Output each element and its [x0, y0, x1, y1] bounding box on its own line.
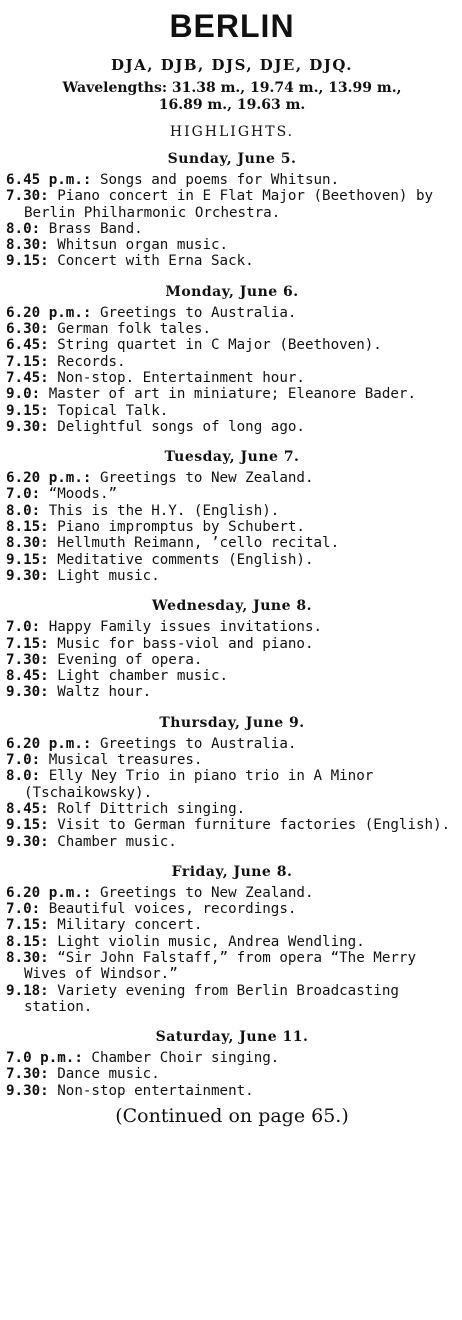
program-description: Elly Ney Trio in piano trio in A Minor (Tschaikowsky). — [24, 768, 374, 801]
program-time: 9.30: — [6, 418, 49, 435]
day-heading: Monday, June 6. — [165, 283, 299, 300]
program-entry — [6, 684, 458, 700]
program-description: Whitsun organ music. — [48, 237, 229, 254]
program-time: 7.45: — [6, 369, 49, 386]
day-section — [6, 449, 458, 584]
program-entry — [6, 188, 458, 221]
program-description: Chamber music. — [48, 833, 177, 850]
program-entry — [6, 419, 458, 435]
program-description: Topical Talk. — [48, 402, 169, 419]
program-time: 7.0: — [6, 619, 41, 636]
program-entry — [6, 172, 458, 188]
day-heading: Thursday, June 9. — [159, 714, 305, 731]
day-heading: Friday, June 8. — [171, 863, 293, 880]
program-entry — [6, 486, 458, 502]
program-time: 7.0: — [6, 901, 41, 918]
program-description: Master of art in miniature; Eleanore Bader. — [40, 386, 417, 403]
program-entry — [6, 321, 458, 337]
program-time: 7.15: — [6, 635, 49, 652]
day-heading: Sunday, June 5. — [167, 151, 297, 167]
program-description: Evening of opera. — [48, 651, 203, 668]
program-entry — [6, 885, 458, 901]
wavelengths-line-2: 16.89 m., 19.63 m. — [158, 97, 306, 113]
program-description: Rolf Dittrich singing. — [48, 800, 246, 817]
program-time: 7.15: — [6, 917, 49, 934]
program-time: 8.0: — [6, 220, 41, 237]
program-time: 9.15: — [6, 817, 49, 834]
program-entry — [6, 337, 458, 353]
program-time: 7.30: — [6, 188, 49, 205]
program-time: 6.30: — [6, 321, 49, 338]
program-entry — [6, 552, 458, 568]
program-entry — [6, 519, 458, 535]
program-entry — [6, 403, 458, 419]
station-call-signs: DJA, DJB, DJS, DJE, DJQ. — [111, 56, 353, 74]
program-description: Greetings to Australia. — [91, 735, 297, 752]
program-time: 8.15: — [6, 519, 49, 536]
program-entry — [6, 636, 458, 652]
program-description: Delightful songs of long ago. — [48, 418, 305, 435]
program-description: Light music. — [48, 567, 160, 584]
program-entry — [6, 370, 458, 386]
program-time: 9.15: — [6, 253, 49, 270]
program-entry — [6, 305, 458, 321]
program-entry — [6, 221, 458, 237]
program-entry — [6, 917, 458, 933]
program-entry — [6, 1066, 458, 1082]
program-description: This is the H.Y. (English). — [40, 502, 280, 519]
program-time: 9.30: — [6, 567, 49, 584]
program-entry — [6, 768, 458, 801]
program-time: 9.18: — [6, 982, 49, 999]
day-section — [6, 864, 458, 1015]
program-entry — [6, 237, 458, 253]
program-entry — [6, 1083, 458, 1099]
program-description: Musical treasures. — [40, 752, 203, 769]
program-entry — [6, 752, 458, 768]
program-time: 9.30: — [6, 1082, 49, 1099]
program-time: 6.45 p.m.: — [6, 172, 92, 188]
program-time: 7.0: — [6, 486, 41, 503]
program-entry — [6, 983, 458, 1016]
program-time: 6.20 p.m.: — [6, 304, 92, 321]
day-section — [6, 284, 458, 435]
program-time: 8.45: — [6, 668, 49, 685]
program-description: Music for bass-viol and piano. — [48, 635, 314, 652]
program-time: 7.0 p.m.: — [6, 1050, 83, 1067]
day-section — [6, 715, 458, 850]
program-entry — [6, 934, 458, 950]
program-entry — [6, 801, 458, 817]
program-time: 9.30: — [6, 684, 49, 701]
program-entry — [6, 817, 458, 833]
program-entry — [6, 619, 458, 635]
program-entry — [6, 470, 458, 486]
program-description: Concert with Erna Sack. — [48, 253, 254, 270]
page-title: BERLIN — [169, 8, 295, 44]
day-section — [6, 1029, 458, 1099]
program-list — [6, 736, 458, 850]
program-entry — [6, 668, 458, 684]
program-time: 8.30: — [6, 535, 49, 552]
program-description: Waltz hour. — [48, 684, 152, 701]
program-entry — [6, 652, 458, 668]
program-description: Light chamber music. — [48, 668, 229, 685]
program-description: Non-stop. Entertainment hour. — [48, 369, 305, 386]
program-description: Greetings to Australia. — [91, 304, 297, 321]
program-description: Piano concert in E Flat Major (Beethoven) by Berlin Philharmonic Orchestra. — [24, 188, 434, 221]
program-list — [6, 1050, 458, 1099]
program-entry — [6, 1050, 458, 1066]
day-heading: Tuesday, June 7. — [164, 449, 300, 466]
program-time: 7.0: — [6, 752, 41, 769]
program-time: 8.30: — [6, 949, 49, 966]
program-list — [6, 470, 458, 584]
program-description: “Sir John Falstaff,” from opera “The Merry Wives of Windsor.” — [24, 949, 417, 983]
program-entry — [6, 503, 458, 519]
program-entry — [6, 386, 458, 402]
program-time: 8.0: — [6, 502, 41, 519]
wavelengths-line-1: Wavelengths: 31.38 m., 19.74 m., 13.99 m., — [62, 80, 402, 96]
program-time: 6.45: — [6, 337, 49, 354]
program-description: Variety evening from Berlin Broadcasting station. — [24, 982, 399, 1015]
program-entry — [6, 736, 458, 752]
program-time: 6.20 p.m.: — [6, 884, 92, 901]
program-time: 6.20 p.m.: — [6, 735, 92, 752]
program-description: Songs and poems for Whitsun. — [91, 172, 340, 188]
program-description: Brass Band. — [40, 220, 143, 237]
program-entry — [6, 568, 458, 584]
program-list — [6, 619, 458, 700]
program-description: Greetings to New Zealand. — [91, 884, 314, 901]
program-time: 7.30: — [6, 651, 49, 668]
program-time: 9.15: — [6, 551, 49, 568]
program-entry — [6, 950, 458, 983]
program-list — [6, 172, 458, 270]
program-list — [6, 885, 458, 1015]
program-time: 6.20 p.m.: — [6, 470, 92, 487]
schedule — [6, 151, 458, 1099]
program-description: Happy Family issues invitations. — [40, 619, 323, 636]
program-description: String quartet in C Major (Beethoven). — [48, 337, 382, 354]
program-time: 9.30: — [6, 833, 49, 850]
day-heading: Saturday, June 11. — [155, 1029, 309, 1046]
program-description: German folk tales. — [48, 321, 212, 338]
program-entry — [6, 535, 458, 551]
program-description: Beautiful voices, recordings. — [40, 901, 297, 918]
program-entry — [6, 834, 458, 850]
program-description: Records. — [48, 353, 126, 370]
program-description: Visit to German furniture factories (English). — [48, 817, 451, 834]
program-time: 8.15: — [6, 933, 49, 950]
day-section — [6, 151, 458, 270]
program-list — [6, 305, 458, 435]
program-description: “Moods.” — [40, 486, 118, 503]
day-heading: Wednesday, June 8. — [151, 598, 313, 615]
program-description: Piano impromptus by Schubert. — [48, 519, 305, 536]
program-entry — [6, 253, 458, 269]
program-time: 9.0: — [6, 386, 41, 403]
program-entry — [6, 354, 458, 370]
program-description: Non-stop entertainment. — [48, 1082, 254, 1099]
program-description: Light violin music, Andrea Wendling. — [48, 933, 365, 950]
program-description: Meditative comments (English). — [48, 551, 314, 568]
program-description: Greetings to New Zealand. — [91, 470, 314, 487]
program-description: Military concert. — [48, 917, 203, 934]
program-description: Dance music. — [48, 1066, 160, 1083]
program-description: Hellmuth Reimann, ’cello recital. — [48, 535, 340, 552]
highlights-heading: HIGHLIGHTS. — [169, 124, 295, 140]
program-entry — [6, 901, 458, 917]
program-time: 8.0: — [6, 768, 41, 785]
program-description: Chamber Choir singing. — [82, 1050, 280, 1067]
program-time: 7.30: — [6, 1066, 49, 1083]
program-time: 7.15: — [6, 353, 49, 370]
program-time: 8.45: — [6, 800, 49, 817]
day-section — [6, 598, 458, 700]
program-time: 8.30: — [6, 237, 49, 254]
continued-note: (Continued on page 65.) — [115, 1105, 349, 1128]
program-time: 9.15: — [6, 402, 49, 419]
